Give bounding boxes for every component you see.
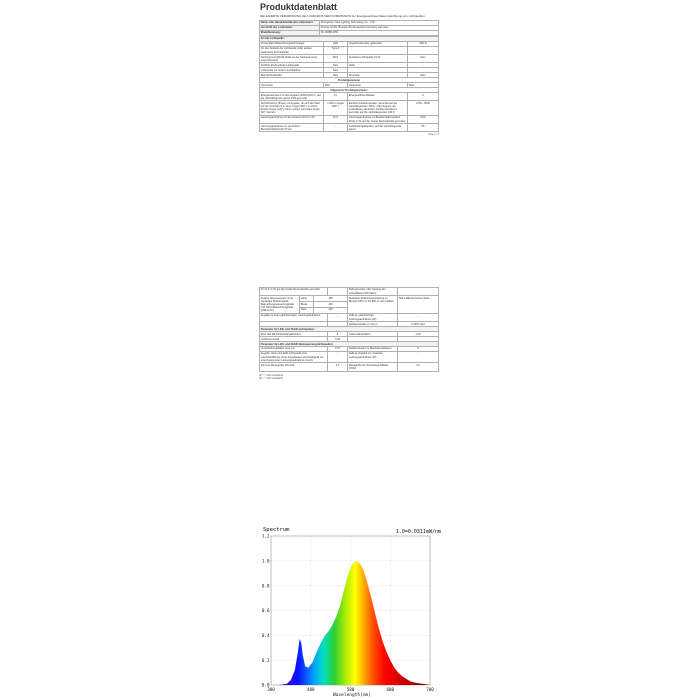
param-value: - [398, 352, 439, 363]
param-value: 0,97 [328, 347, 348, 352]
y-tick-label: 1.2 [261, 533, 270, 539]
section-product-params: Produktparameter [260, 78, 439, 83]
table-row [260, 288, 439, 296]
table-row [260, 363, 439, 371]
param-value: NDLS [408, 41, 439, 46]
param-value: 1,00 [398, 332, 439, 337]
param-label [348, 46, 408, 54]
param-label: Hülle: [348, 63, 408, 68]
param-label: Wert des R9-Farbwiedergabeindex [260, 332, 328, 337]
param-value: 8 [328, 332, 348, 337]
param-value: - [328, 313, 348, 321]
dimension-value: 100 [314, 302, 348, 308]
param-label: Flimmer-Messgröße (Pst LM) [260, 363, 328, 371]
param-label: Vernetzte Lichtquelle (CLS): [348, 55, 408, 63]
param-value: Nein [408, 73, 439, 78]
param-label: Falls ja, gleichwertige Leistungsaufnahme (W) [348, 313, 398, 321]
param-value: 11 [324, 93, 348, 101]
param-label: ähnliche Farbtemperatur, gerundet auf die nächstliegenden 100 K, oder Spanne der einstellbaren ähnlichen Farbtemperaturen, gerundet auf die nächstliegenden 100 K [348, 101, 408, 116]
param-value: Type F [324, 46, 348, 54]
info-value: Zhongshan Yasé Lighting Technology Co., LTD [320, 21, 439, 26]
param-value: 11,9 [324, 115, 348, 123]
x-tick-label: 380 [267, 687, 275, 692]
y-tick-label: 0.0 [261, 682, 270, 688]
param-label: Art des Sockels der Lichtquelle (oder andere elektrische Schnittstelle) [260, 46, 324, 54]
x-axis-label: Wavelength[nm] [333, 693, 371, 697]
param-value: Nein [324, 63, 348, 68]
y-tick-label: 0.2 [261, 657, 270, 663]
x-tick-label: 580 [346, 687, 355, 692]
table-row [260, 313, 439, 321]
info-value: FF-HW80-W02 [320, 30, 439, 35]
table-row [260, 93, 439, 101]
section-mains-params: Parameter für LED- und OLED-Netzspannungslichtquellen: [260, 342, 439, 347]
page-number: Seite 1 / 4 [428, 133, 439, 137]
param-value: Nein [324, 73, 348, 78]
info-label: Modellkennung: [260, 30, 320, 35]
table-row [260, 55, 439, 63]
dimension-value: 100 [314, 296, 348, 302]
param-label: Ungebündelt oder gebündelt: [348, 41, 408, 46]
dimension-name: Höhe [300, 296, 314, 302]
footnotes [259, 374, 439, 380]
param-label: Messgröße für Stroboskop-Effekte (SVM) [348, 363, 398, 371]
param-label: Farbwertanteile (x und y) [348, 322, 398, 327]
dimension-name: Tiefe [300, 308, 314, 314]
y-tick-label: 1.0 [261, 558, 270, 564]
dimensions-label: Äußere Abmessungen ohne separates Betriebsgerät, Beleuchtungssteuerungsteile und Nicht-Beleuchtungsteile (Millimeter) [260, 296, 300, 314]
dimension-name: Breite [300, 302, 314, 308]
param-label: Energieeffizienzklasse [348, 93, 408, 101]
param-label: Verschiebungsfaktor (cos φ1) [260, 347, 328, 352]
x-tick-label: 480 [306, 687, 315, 692]
product-params-table [259, 36, 439, 132]
param-value: - [324, 124, 348, 132]
params-continued-table [259, 287, 439, 372]
info-label: Anschrift des Lieferanten: [260, 25, 320, 30]
param-label: Zahl gerundet, oder Spanne der einstellbaren CRI-Werte [348, 288, 398, 296]
param-label: Farbkonsistenz in MacAdam-Ellipsen [348, 347, 398, 352]
param-label: Angabe zu einer gleichwertigen Leistungsaufnahme [260, 313, 328, 321]
param-value: 0,00 [408, 115, 439, 123]
param-label: Dimmbar: [348, 73, 408, 78]
param-label: Lebensdauerfaktor [348, 332, 398, 337]
param-label: Falls ja, Angabe zur ersetzten Leistungsaufnahme (W) [348, 352, 398, 363]
param-label: Leistungsaufnahme im Bereitschaftszustand (Psb) in W, auf die zweite Dezimalstelle gerundet [348, 115, 408, 123]
param-value: Siehe Bild auf letzter Seite [398, 296, 439, 314]
y-tick-label: 0.8 [261, 583, 270, 589]
param-value: - [328, 352, 348, 363]
table-row [260, 115, 439, 123]
y-tick-label: 0.4 [261, 632, 270, 638]
param-label: Nutzlichtstrom (Φuse) mit Angabe, ob sich der Wert auf den Lichtstrom in einer Kugel (360°), in einem breiten Kegel (120°) oder in einem schmalen Kegel (90°) bezieht [260, 101, 324, 116]
supplier-info-table [259, 20, 439, 36]
spectrum-chart [255, 522, 445, 697]
param-label: Farblich abstimmbare Lichtquelle: [260, 63, 324, 68]
param-label: Leistungsaufnahme im Ein-Zustand (Pon) in W [260, 115, 324, 123]
param-value: 0,96 [328, 337, 348, 342]
column-header: Parameter [260, 83, 324, 88]
x-tick-label: 780 [426, 687, 434, 692]
chart-scale-label: 1.0=0.0311mW/nm [395, 529, 441, 535]
param-value: 0,448 0,412 [398, 322, 439, 327]
param-value: 0,3 [328, 363, 348, 371]
doc-title: Produktdatenblatt [260, 2, 338, 12]
x-tick-label: 680 [386, 687, 395, 692]
param-label: Spektrale Strahlungsverteilung im Bereich 250 nm bis 800 nm bei Volllast [348, 296, 398, 314]
table-row [260, 46, 439, 54]
column-header: Parameter [348, 83, 408, 88]
table-row [260, 296, 439, 302]
param-value: Nein [408, 55, 439, 63]
column-header: Wert [408, 83, 439, 88]
footnote-2: (2) "-": nicht zutreffend. [259, 376, 284, 380]
datasheet-page-2 [259, 287, 439, 380]
param-label: Lichtstromerhalt [260, 337, 328, 342]
param-label: Blendschutzschild: [260, 73, 324, 78]
chart-title: Spectrum [263, 527, 290, 533]
param-value: 5 [398, 347, 439, 352]
column-header: Wert [324, 83, 348, 88]
section-general-params: Allgemeine Produktparameter: [260, 88, 439, 93]
param-value [398, 288, 439, 296]
datasheet-page-1 [259, 2, 439, 136]
info-label: Name oder Handelsmarke des Lieferanten: [260, 21, 320, 26]
param-value: F [408, 93, 439, 101]
dimension-value: 100 [314, 308, 348, 314]
param-value [408, 46, 439, 54]
footnote-1: (1) "-": nicht zutreffend; [259, 373, 284, 377]
param-label: Farbwiedergabeindex, auf die nächstliegende ganze [348, 124, 408, 132]
param-value: 1 200 in Kugel (360 °) [324, 101, 348, 116]
y-tick-label: 0.6 [261, 608, 270, 614]
spectrum-area [271, 561, 430, 685]
param-label: Angabe, dass eine LED-Lichtquelle eine Leuchtstofflampe ohne eingebautes Vorschaltgerät mit einer bestimmten Leistungsaufnahme ersetzt. [260, 352, 328, 363]
param-value: 0,2 [398, 363, 439, 371]
table-row [260, 101, 439, 116]
param-value: 85 [408, 124, 439, 132]
param-label: für CLS in W, auf die zweite Dezimalstelle gerundet [260, 288, 328, 296]
param-value: MLS [324, 55, 348, 63]
param-value: 2700...6500 [408, 101, 439, 116]
param-label: Netzspannung/Nicht direkt an der Netzspannung angeschlossen: [260, 55, 324, 63]
param-value [328, 288, 348, 296]
param-label: Leistungsaufnahme im vernetzten Bereitschaftsbetrieb (Pnet) [260, 124, 324, 132]
param-label: Lichtquelle mit hoher Leuchtdichte: [260, 68, 324, 73]
doc-subtitle: DELEGIERTE VERORDNUNG (EU) 2019/2015 DER KOMMISSION zur Energieverbrauchskennzeichnung von Lichtquellen [260, 14, 425, 18]
param-label: Verwendete Beleuchtungstechnologie: [260, 41, 324, 46]
section-led-params: Parameter für LED- und OLED-Lichtquellen: [260, 327, 439, 332]
param-value: - [398, 313, 439, 321]
table-row [260, 124, 439, 132]
param-value: Nein [324, 68, 348, 73]
table-row [260, 352, 439, 363]
param-value: LED [324, 41, 348, 46]
table-row [260, 30, 439, 35]
param-label: Energieverbrauch im Ein-Zustand (kWh/1000 h), auf die nächstliegende ganze Zahl gerundet [260, 93, 324, 101]
info-value: Prisma GmbH, Breitestr.56 duesseldorf Germany Germany [320, 25, 439, 30]
section-light-source-type: Art der Lichtquelle: [260, 36, 439, 41]
param-value: - [408, 63, 439, 68]
